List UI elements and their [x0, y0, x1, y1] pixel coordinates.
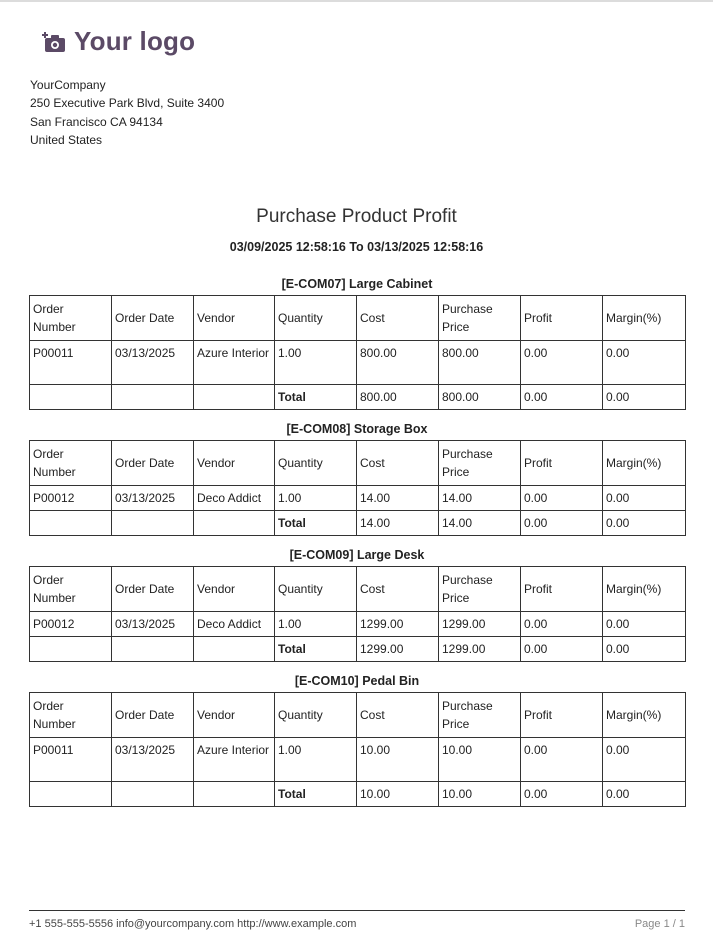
- footer-contact: +1 555-555-5556 info@yourcompany.com http://www.example.com: [29, 918, 357, 930]
- company-country: United States: [30, 132, 103, 147]
- empty-cell: [112, 385, 194, 410]
- empty-cell: [30, 511, 112, 536]
- column-header: Order Number: [30, 693, 112, 738]
- product-profit-table: [29, 692, 686, 807]
- column-header: Profit: [521, 567, 603, 612]
- column-header: Order Date: [112, 567, 194, 612]
- footer-divider: [29, 910, 685, 911]
- column-header: Margin(%): [603, 441, 686, 486]
- company-logo: [40, 26, 195, 57]
- cell-profit: 0.00: [521, 486, 603, 511]
- cell-margin: 0.00: [603, 612, 686, 637]
- total-profit: 0.00: [521, 782, 603, 807]
- product-profit-table: [29, 295, 686, 410]
- total-label: Total: [275, 385, 357, 410]
- empty-cell: [194, 637, 275, 662]
- empty-cell: [112, 782, 194, 807]
- cell-order-number: P00012: [30, 486, 112, 511]
- cell-purchase-price: 14.00: [439, 486, 521, 511]
- column-header: Order Number: [30, 567, 112, 612]
- cell-cost: 10.00: [357, 738, 439, 782]
- total-purchase-price: 800.00: [439, 385, 521, 410]
- empty-cell: [112, 637, 194, 662]
- total-row: [30, 637, 686, 662]
- column-header: Cost: [357, 296, 439, 341]
- footer-page-number: Page 1 / 1: [634, 918, 685, 930]
- cell-profit: 0.00: [521, 341, 603, 385]
- report-date-range: 03/09/2025 12:58:16 To 03/13/2025 12:58:16: [229, 240, 484, 254]
- product-title: [E-COM10] Pedal Bin: [294, 674, 420, 688]
- column-header: Margin(%): [603, 567, 686, 612]
- cell-order-date: 03/13/2025: [112, 341, 194, 385]
- table-row: [30, 612, 686, 637]
- cell-cost: 800.00: [357, 341, 439, 385]
- column-header: Quantity: [275, 567, 357, 612]
- total-margin: 0.00: [603, 385, 686, 410]
- column-header: Cost: [357, 567, 439, 612]
- report-title: Purchase Product Profit: [256, 206, 457, 227]
- empty-cell: [30, 637, 112, 662]
- company-address-line1: 250 Executive Park Blvd, Suite 3400: [30, 96, 225, 111]
- table-row: [30, 738, 686, 782]
- company-name: YourCompany: [30, 78, 106, 92]
- product-title: [E-COM08] Storage Box: [286, 422, 428, 436]
- column-header: Cost: [357, 693, 439, 738]
- table-header-row: [30, 693, 686, 738]
- column-header: Order Number: [30, 296, 112, 341]
- column-header: Vendor: [194, 567, 275, 612]
- column-header: Order Date: [112, 296, 194, 341]
- product-section: [29, 420, 685, 536]
- column-header: Purchase Price: [439, 567, 521, 612]
- cell-margin: 0.00: [603, 738, 686, 782]
- column-header: Profit: [521, 441, 603, 486]
- column-header: Order Date: [112, 693, 194, 738]
- cell-quantity: 1.00: [275, 486, 357, 511]
- cell-vendor: Azure Interior: [194, 738, 275, 782]
- product-profit-table: [29, 440, 686, 536]
- product-section: [29, 275, 685, 410]
- total-profit: 0.00: [521, 511, 603, 536]
- column-header: Profit: [521, 296, 603, 341]
- product-section: [29, 546, 685, 662]
- cell-vendor: Azure Interior: [194, 341, 275, 385]
- total-margin: 0.00: [603, 637, 686, 662]
- total-row: [30, 782, 686, 807]
- product-profit-table: [29, 566, 686, 662]
- cell-purchase-price: 1299.00: [439, 612, 521, 637]
- column-header: Vendor: [194, 441, 275, 486]
- total-profit: 0.00: [521, 385, 603, 410]
- column-header: Margin(%): [603, 296, 686, 341]
- product-section: [29, 672, 685, 807]
- column-header: Quantity: [275, 693, 357, 738]
- cell-quantity: 1.00: [275, 341, 357, 385]
- column-header: Vendor: [194, 693, 275, 738]
- total-cost: 1299.00: [357, 637, 439, 662]
- table-header-row: [30, 567, 686, 612]
- column-header: Order Number: [30, 441, 112, 486]
- total-label: Total: [275, 637, 357, 662]
- total-label: Total: [275, 782, 357, 807]
- camera-icon: [40, 31, 66, 53]
- logo-text: Your logo: [74, 26, 196, 56]
- company-address-line2: San Francisco CA 94134: [30, 114, 163, 129]
- cell-purchase-price: 10.00: [439, 738, 521, 782]
- total-cost: 14.00: [357, 511, 439, 536]
- total-row: [30, 511, 686, 536]
- cell-order-date: 03/13/2025: [112, 738, 194, 782]
- page-top-border: [0, 0, 713, 2]
- product-title: [E-COM09] Large Desk: [289, 548, 425, 562]
- total-purchase-price: 1299.00: [439, 637, 521, 662]
- total-margin: 0.00: [603, 782, 686, 807]
- column-header: Profit: [521, 693, 603, 738]
- cell-purchase-price: 800.00: [439, 341, 521, 385]
- total-margin: 0.00: [603, 511, 686, 536]
- total-row: [30, 385, 686, 410]
- company-address: [30, 76, 224, 149]
- cell-quantity: 1.00: [275, 612, 357, 637]
- column-header: Purchase Price: [439, 296, 521, 341]
- cell-order-date: 03/13/2025: [112, 486, 194, 511]
- column-header: Cost: [357, 441, 439, 486]
- total-cost: 10.00: [357, 782, 439, 807]
- empty-cell: [194, 511, 275, 536]
- empty-cell: [194, 385, 275, 410]
- empty-cell: [194, 782, 275, 807]
- cell-vendor: Deco Addict: [194, 486, 275, 511]
- table-header-row: [30, 296, 686, 341]
- cell-profit: 0.00: [521, 612, 603, 637]
- cell-quantity: 1.00: [275, 738, 357, 782]
- cell-order-number: P00011: [30, 738, 112, 782]
- column-header: Order Date: [112, 441, 194, 486]
- empty-cell: [112, 511, 194, 536]
- cell-cost: 1299.00: [357, 612, 439, 637]
- cell-vendor: Deco Addict: [194, 612, 275, 637]
- cell-cost: 14.00: [357, 486, 439, 511]
- total-purchase-price: 14.00: [439, 511, 521, 536]
- empty-cell: [30, 782, 112, 807]
- table-row: [30, 341, 686, 385]
- total-cost: 800.00: [357, 385, 439, 410]
- column-header: Purchase Price: [439, 693, 521, 738]
- table-row: [30, 486, 686, 511]
- column-header: Vendor: [194, 296, 275, 341]
- cell-order-number: P00011: [30, 341, 112, 385]
- product-title: [E-COM07] Large Cabinet: [281, 277, 433, 291]
- total-profit: 0.00: [521, 637, 603, 662]
- cell-profit: 0.00: [521, 738, 603, 782]
- column-header: Margin(%): [603, 693, 686, 738]
- total-purchase-price: 10.00: [439, 782, 521, 807]
- table-header-row: [30, 441, 686, 486]
- cell-margin: 0.00: [603, 486, 686, 511]
- column-header: Purchase Price: [439, 441, 521, 486]
- cell-order-date: 03/13/2025: [112, 612, 194, 637]
- column-header: Quantity: [275, 296, 357, 341]
- total-label: Total: [275, 511, 357, 536]
- cell-margin: 0.00: [603, 341, 686, 385]
- cell-order-number: P00012: [30, 612, 112, 637]
- empty-cell: [30, 385, 112, 410]
- column-header: Quantity: [275, 441, 357, 486]
